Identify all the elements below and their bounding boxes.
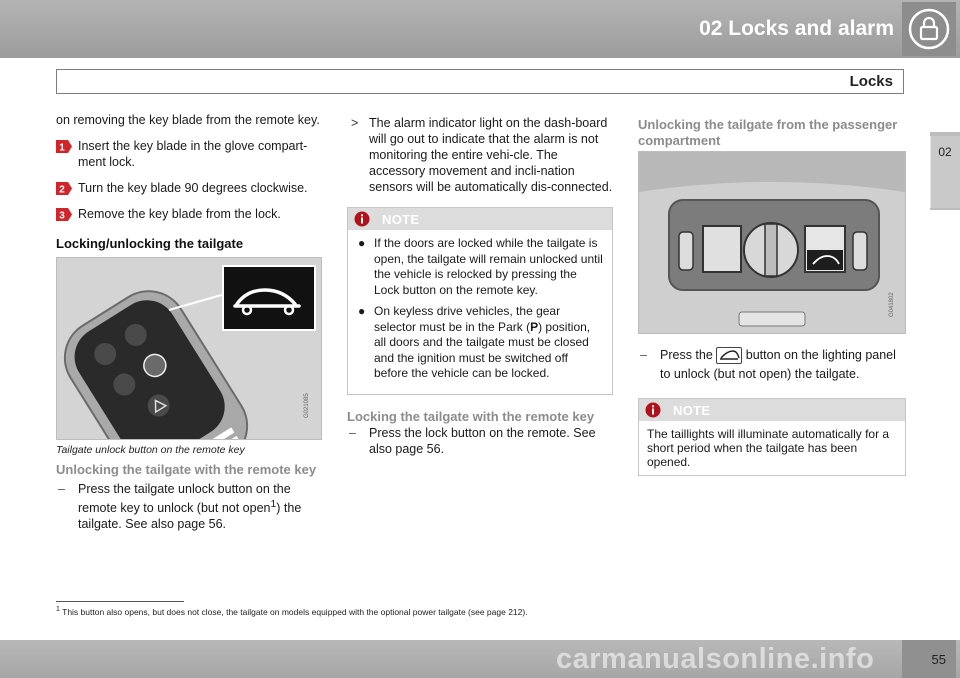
watermark: carmanualsonline.info	[556, 643, 875, 675]
instruction-text-a: Press the	[660, 348, 713, 362]
step-number: 2	[59, 184, 65, 195]
bullet-bold: P	[530, 319, 539, 334]
step-number: 1	[59, 142, 65, 153]
footnote-text: This button also opens, but does not close, the tailgate on models equipped with the optional power tailgate (see page 212).	[62, 606, 528, 617]
note-box	[347, 207, 613, 395]
dash-marker: –	[58, 482, 65, 496]
instruction-item	[347, 425, 613, 457]
note-body	[348, 230, 612, 394]
step-text: Turn the key blade 90 degrees clockwise.	[78, 181, 308, 195]
section-bar	[56, 69, 904, 94]
result-text: The alarm indicator light on the dash-board will go out to indicate that the alarm is not monitoring the entire vehi-cle. The accessory movement and incli-nation sensors will be automatically dis-connected.	[369, 116, 613, 194]
instruction-item	[638, 346, 906, 384]
remote-key-figure	[56, 257, 322, 440]
step-number-badge	[56, 140, 72, 153]
footnote-ref: 1	[270, 499, 277, 510]
note-box	[638, 398, 906, 476]
lock-icon	[907, 7, 951, 51]
dash-marker: –	[640, 348, 647, 362]
step-number-badge	[56, 182, 72, 195]
lighting-panel-illustration	[639, 152, 905, 333]
intro-text: on removing the key blade from the remote key.	[56, 113, 320, 127]
column-3	[638, 117, 906, 476]
figure-code: G021085	[304, 393, 310, 418]
section-subheading: Unlocking the tailgate from the passenger compartment	[638, 117, 898, 148]
instruction-text: Press the lock button on the remote. See also page 56.	[369, 425, 596, 456]
note-bullet	[356, 236, 604, 298]
note-title: NOTE	[382, 212, 420, 227]
page-number: 55	[931, 652, 946, 667]
chapter-icon-box	[902, 2, 956, 56]
step-text: Insert the key blade in the glove compart-ment lock.	[78, 139, 308, 169]
info-icon	[645, 402, 661, 418]
bullet-dot: ●	[358, 304, 366, 318]
footnote	[56, 606, 916, 617]
tailgate-button-icon	[716, 347, 742, 364]
note-body	[639, 421, 905, 475]
figure-code: G041802	[889, 292, 895, 317]
column-1	[56, 112, 322, 532]
bullet-text: If the doors are locked while the tailgate is open, the tailgate will remain unlocked until the vehicle is relocked by pressing the Lock button on the remote key.	[374, 236, 603, 297]
note-text: The taillights will illuminate automatically for a short period when the tailgate has been opened.	[647, 427, 890, 469]
instruction-text-a: Press the tailgate unlock button on the remote key to unlock (but not open	[78, 482, 291, 516]
step-3	[56, 206, 322, 222]
figure-caption: Tailgate unlock button on the remote key	[56, 444, 245, 456]
instruction-item	[56, 481, 322, 532]
section-heading: Locking/unlocking the tailgate	[56, 236, 244, 251]
step-2	[56, 180, 322, 196]
footnote-marker: 1	[56, 606, 60, 613]
step-number: 3	[59, 210, 65, 221]
bullet-text-a: On keyless drive vehicles, the gear selector must be in the Park (	[374, 304, 561, 334]
note-bullet	[356, 304, 604, 382]
chapter-title: 02 Locks and alarm	[699, 17, 894, 40]
footnote-rule	[56, 601, 184, 602]
step-text: Remove the key blade from the lock.	[78, 207, 281, 221]
instruction-text-b: button on the lighting panel to unlock (but not open) the tailgate.	[660, 348, 896, 381]
info-icon	[354, 211, 370, 227]
lighting-panel-figure	[638, 151, 906, 334]
section-subheading: Locking the tailgate with the remote key	[347, 408, 595, 424]
section-title: Locks	[849, 73, 893, 90]
dash-marker: –	[349, 425, 356, 440]
result-marker: >	[351, 116, 359, 130]
side-tab-label: 02	[938, 145, 952, 159]
remote-key-illustration	[57, 258, 321, 439]
section-subheading: Unlocking the tailgate with the remote key	[56, 462, 317, 477]
step-1	[56, 138, 322, 170]
result-item	[347, 115, 613, 195]
column-2	[347, 115, 613, 457]
note-header	[348, 208, 612, 230]
bullet-dot: ●	[358, 236, 366, 250]
note-header	[639, 399, 905, 421]
step-number-badge	[56, 208, 72, 221]
bullet-text-b: ) position, all doors and the tailgate must be closed and the ignition must be switched off before the vehicle can be locked.	[374, 319, 591, 380]
page-number-box	[902, 640, 956, 678]
note-title: NOTE	[673, 403, 711, 418]
instruction-text-b: ) the tailgate. See also page 56.	[78, 501, 302, 532]
